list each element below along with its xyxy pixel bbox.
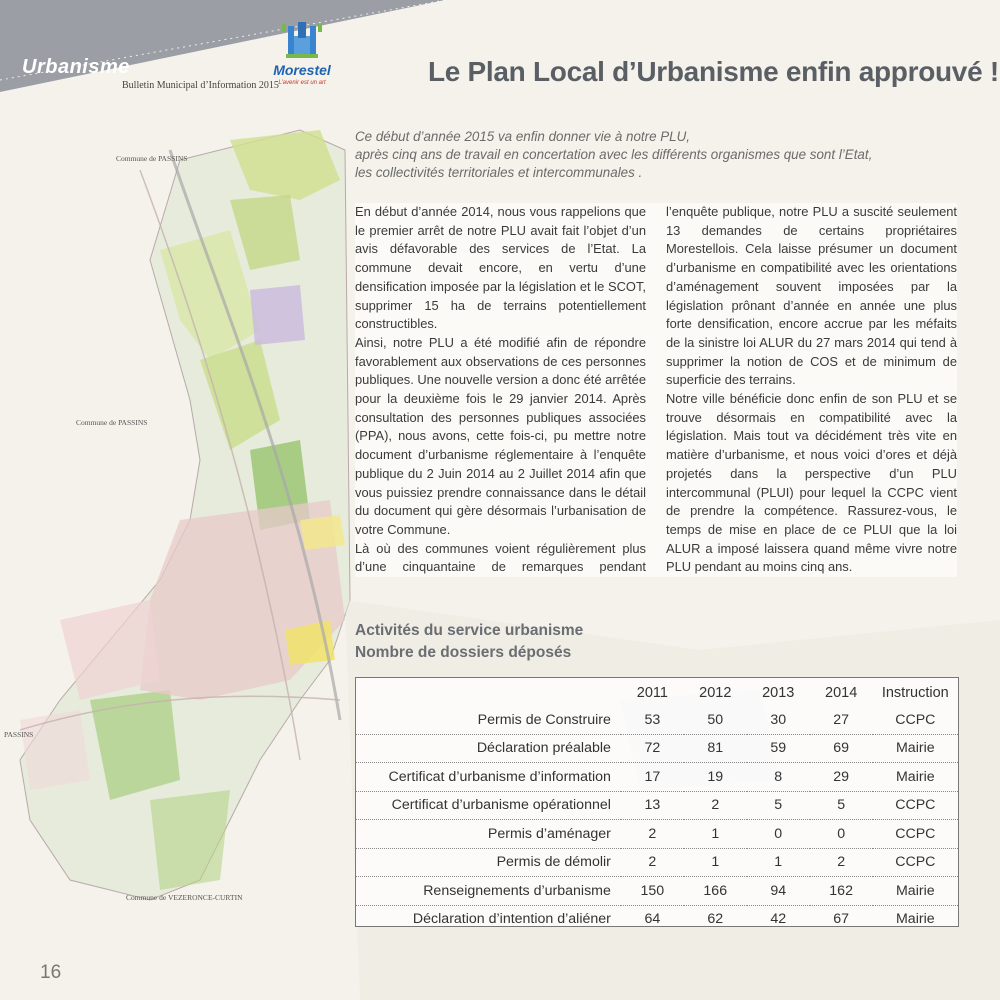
table-row — [356, 877, 958, 906]
article-paragraph: Ainsi, notre PLU a été modifié afin de répondre favorablement aux observations de ces personnes publiques. Une nouvelle version a donc été arrêtée pour la deuxième fois le 29 janvier 2014. Après consultation des personnes publiques associées (PPA), nous avons, cette fois-ci, pu mettre notre document d’urbanisme réglementaire à l’enquête publique du 2 Juin 2014 au 2 Juillet 2014 afin que vous puissiez prendre connaissance dans le détail du document qui gère désormais l’urbanisation de votre Commune. — [355, 334, 646, 537]
column-header: 2012 — [699, 685, 732, 701]
table-cell: Mairie — [873, 877, 958, 906]
table-cell: 30 — [747, 706, 810, 734]
table-row — [356, 706, 958, 734]
column-header — [356, 680, 621, 706]
table-cell: 53 — [621, 706, 684, 734]
column-header: 2013 — [762, 685, 795, 701]
table-cell: 1 — [684, 820, 747, 849]
table-cell: CCPC — [873, 791, 958, 820]
table-cell: Déclaration préalable — [356, 734, 621, 763]
table-cell: 67 — [833, 911, 850, 928]
table-cell: 17 — [621, 763, 684, 792]
map-label-passins: PASSINS — [4, 730, 34, 739]
stats-heading-line-1: Activités du service urbanisme — [355, 622, 584, 639]
table-cell: 42 — [770, 911, 787, 928]
table-cell: 62 — [707, 911, 724, 928]
map-label-commune-passins-north: Commune de PASSINS — [116, 154, 188, 163]
table-row — [356, 905, 958, 933]
table-row — [356, 763, 958, 792]
table-cell: 64 — [644, 911, 661, 928]
intro-text — [355, 128, 975, 182]
article-paragraph: Là où des communes voient régulièrement plus d’une cinquantaine de remarques pendant l’enquête publique, notre PLU a suscité seulement 13 demandes de certains propriétaires Morestellois. Cela laisse présumer un document d’urbanisme en compatibilité avec les orientations d’aménagement souvent imposées par la législation prônant d’année en année une plus forte densification, encore accrue par les méfaits de la sinistre loi ALUR du 27 mars 2014 qui tend à supprimer la notion de COS et de minimum de superficie des terrains. — [355, 204, 957, 575]
table-cell: Mairie — [895, 911, 935, 928]
table-cell: CCPC — [873, 706, 958, 734]
table-cell: 27 — [810, 706, 873, 734]
table-cell: 50 — [684, 706, 747, 734]
table-cell: 1 — [684, 848, 747, 877]
table-cell: 94 — [747, 877, 810, 906]
table-cell: 2 — [621, 848, 684, 877]
table-cell: 69 — [810, 734, 873, 763]
table-cell: 8 — [747, 763, 810, 792]
table-row — [356, 734, 958, 763]
table-cell: Permis d’aménager — [356, 820, 621, 849]
article-body — [355, 203, 957, 577]
bulletin-label: Bulletin Municipal d’Information 2015 — [122, 80, 279, 91]
table-cell: 81 — [684, 734, 747, 763]
intro-line-1: Ce début d’année 2015 va enfin donner vie à notre PLU, — [355, 129, 691, 144]
map-label-vezeronce-curtin: Commune de VEZERONCE-CURTIN — [126, 893, 243, 902]
table-row — [356, 848, 958, 877]
table-cell: Mairie — [873, 734, 958, 763]
map-label-commune-passins-west: Commune de PASSINS — [76, 418, 148, 427]
table-cell: 0 — [810, 820, 873, 849]
column-header: 2011 — [636, 685, 668, 701]
intro-line-3: les collectivités territoriales et intercommunales . — [355, 165, 643, 180]
table-row — [356, 791, 958, 820]
column-header: 2014 — [825, 685, 858, 701]
table-cell: 2 — [810, 848, 873, 877]
page-title: Le Plan Local d’Urbanisme enfin approuvé ! — [428, 56, 999, 87]
table-cell: 2 — [621, 820, 684, 849]
column-header: Instruction — [881, 685, 949, 701]
table-cell: CCPC — [873, 848, 958, 877]
logo-name: Morestel — [273, 62, 331, 78]
table-row — [356, 820, 958, 849]
table-cell: 2 — [684, 791, 747, 820]
table-cell: 29 — [810, 763, 873, 792]
stats-table — [356, 680, 958, 933]
stats-table-box — [355, 677, 959, 927]
table-cell: Mairie — [873, 763, 958, 792]
article-paragraph: Notre ville bénéficie donc enfin de son PLU et se trouve désormais en compatibilité avec la législation. Mais tout va décidément très vite en matière d’urbanisme, et nous voici d’ores et déjà projetés dans la perspective d’un PLU intercommunal (PLUI) pour lequel la CCPC vient de prendre la compétence. Rassurez-vous, le temps de mise en place de ce PLUI que la loi ALUR a imposé laissera quand même vivre notre PLU pendant au moins cinq ans. — [666, 391, 957, 575]
castle-logo-icon — [268, 22, 336, 62]
stats-heading-line-2: Nombre de dossiers déposés — [355, 644, 572, 661]
article-paragraph: En début d’année 2014, nous vous rappelions que le premier arrêt de notre PLU avait fait l’objet d’un avis défavorable des services de l’Etat. La commune devait encore, en vertu d’une densification imposée par la législation et le SCOT, supprimer 15 ha de terrains potentiellement constructibles. — [355, 204, 646, 332]
table-cell: 166 — [684, 877, 747, 906]
table-cell: Renseignements d’urbanisme — [356, 877, 621, 906]
table-cell: Permis de Construire — [356, 706, 621, 734]
table-cell: CCPC — [873, 820, 958, 849]
table-cell: 5 — [810, 791, 873, 820]
table-cell: Déclaration d’intention d’aliéner — [412, 911, 611, 928]
table-cell: 13 — [621, 791, 684, 820]
table-cell: 1 — [747, 848, 810, 877]
table-cell: Certificat d’urbanisme opérationnel — [356, 791, 621, 820]
morestel-logo — [268, 22, 336, 92]
logo-tagline: L’avenir est un art — [278, 80, 326, 86]
table-cell: 150 — [621, 877, 684, 906]
table-cell: 162 — [810, 877, 873, 906]
table-cell: 0 — [747, 820, 810, 849]
stats-heading — [355, 620, 583, 664]
stats-header-row — [356, 680, 958, 706]
table-cell: 5 — [747, 791, 810, 820]
intro-line-2: après cinq ans de travail en concertation avec les différents organismes que sont l’Etat, — [355, 147, 873, 162]
table-cell: 72 — [621, 734, 684, 763]
table-cell: Permis de démolir — [356, 848, 621, 877]
page-number: 16 — [40, 962, 62, 983]
table-cell: Certificat d’urbanisme d’information — [356, 763, 621, 792]
section-label: Urbanisme — [22, 56, 130, 78]
table-cell: 19 — [684, 763, 747, 792]
table-cell: 59 — [747, 734, 810, 763]
